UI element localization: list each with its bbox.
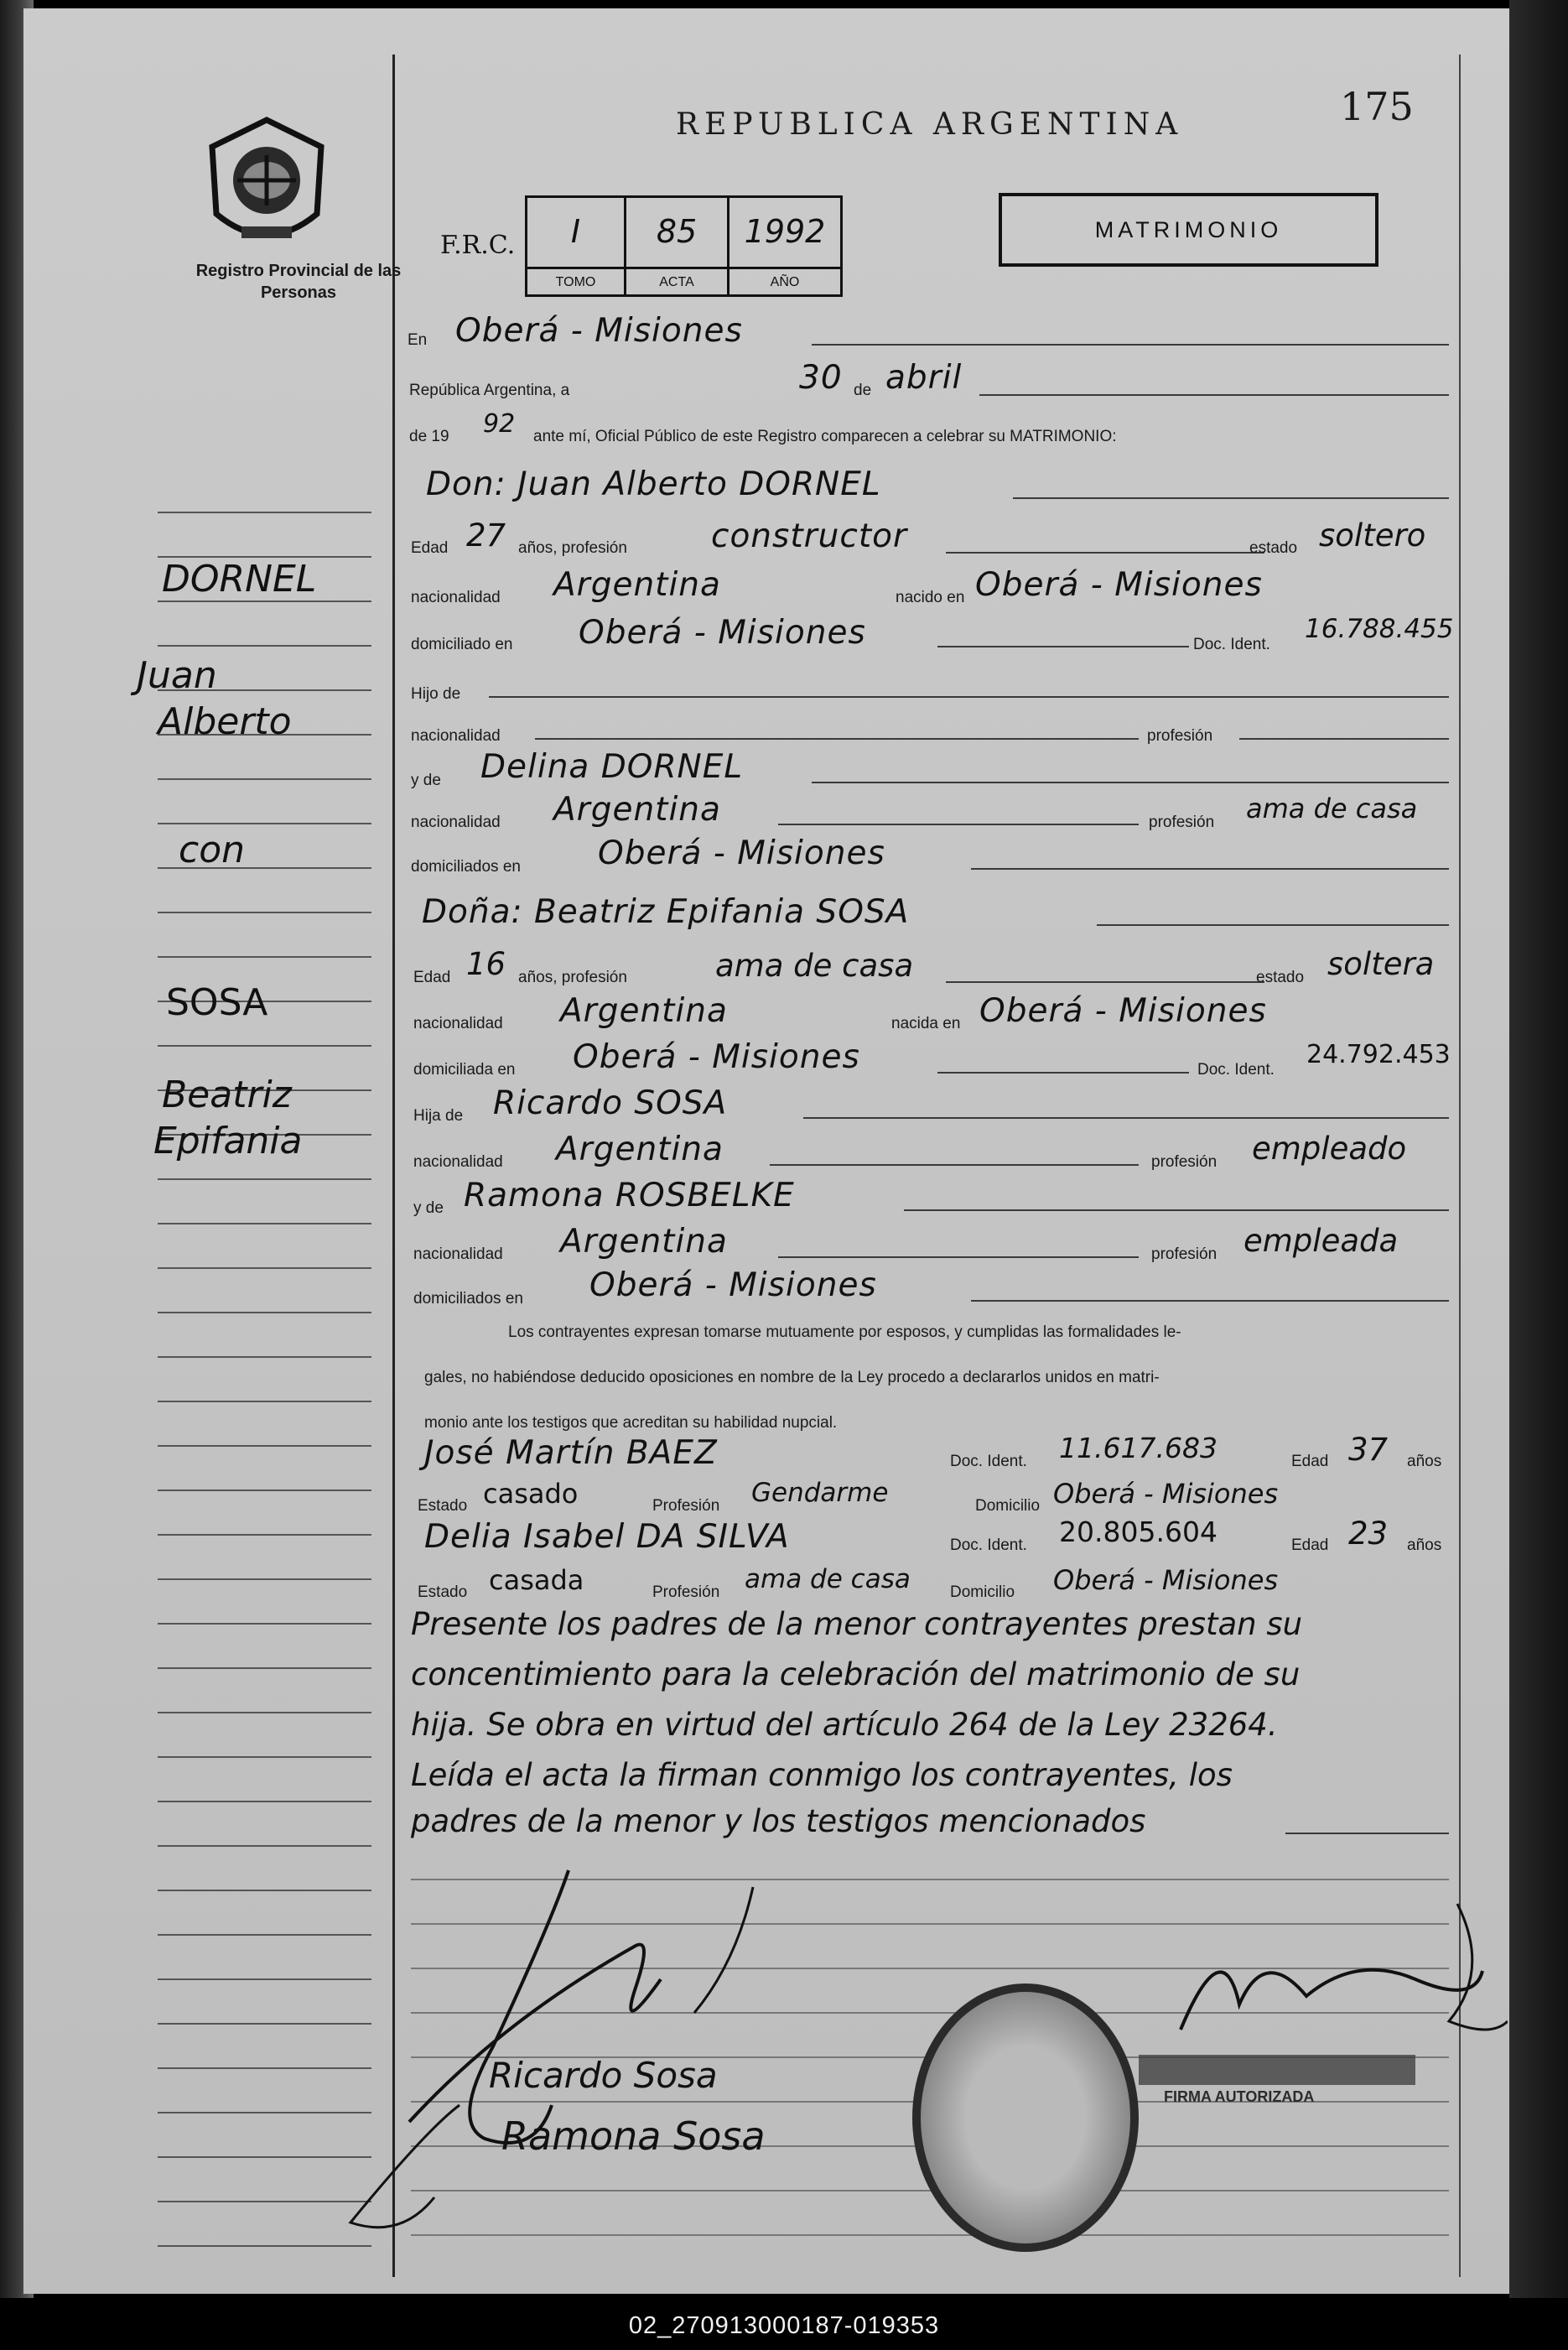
bride-father-nationality: Argentina — [556, 1131, 724, 1168]
frc-label: F.R.C. — [440, 231, 516, 260]
witness2-doc-label: Doc. Ident. — [950, 1536, 1027, 1554]
margin-line — [158, 1667, 371, 1669]
image-caption-bar — [0, 2302, 1568, 2350]
declaration-line-2: gales, no habiéndose deducido oposiciones en nombre de la Ley procedo a declararlos unidos en matri- — [424, 1369, 1160, 1386]
witness2-domicilio-label: Domicilio — [950, 1583, 1015, 1601]
year-suffix: 92 — [483, 409, 516, 439]
margin-line — [158, 1623, 371, 1625]
groom-mother-nac-label: nacionalidad — [411, 814, 501, 831]
bride-nacida-label: nacida en — [891, 1015, 961, 1032]
witness1-doc: 11.617.683 — [1059, 1432, 1218, 1464]
groom-mother-profession: ama de casa — [1246, 793, 1418, 824]
margin-given-1a: Juan — [137, 654, 217, 697]
bride-mother-profession: empleada — [1243, 1223, 1399, 1259]
bride-edad-label: Edad — [413, 969, 451, 986]
date-day: 30 — [799, 359, 843, 397]
margin-line — [158, 956, 371, 958]
margin-line — [158, 1490, 371, 1491]
ano-label: AÑO — [729, 267, 840, 297]
margin-line — [158, 600, 371, 602]
bride-hija-label: Hija de — [413, 1107, 464, 1125]
bride-parents-dom-label: domiciliados en — [413, 1290, 523, 1308]
groom-age: 27 — [466, 517, 506, 554]
groom-mother-nationality: Argentina — [553, 791, 721, 829]
groom-doc: 16.788.455 — [1305, 614, 1454, 644]
declaration-line-3: monio ante los testigos que acreditan su habilidad nupcial. — [424, 1414, 838, 1432]
ano-value: 1992 — [744, 213, 826, 250]
groom-hijo-label: Hijo de — [411, 685, 461, 703]
note-line-3: hija. Se obra en virtud del artículo 264 de la Ley 23264. — [411, 1707, 1278, 1743]
witness1-anos-label: años — [1407, 1453, 1442, 1470]
margin-line — [158, 1578, 371, 1580]
groom-profesion-label: años, profesión — [518, 539, 627, 557]
witness2-edad-label: Edad — [1291, 1536, 1329, 1554]
witness1-profesion-label: Profesión — [652, 1497, 720, 1515]
witness2-profesion-label: Profesión — [652, 1583, 720, 1601]
note-line-2: concentimiento para la celebración del matrimonio de su — [411, 1656, 1301, 1692]
image-caption: 02_270913000187-019353 — [628, 2312, 940, 2339]
country-title: REPUBLICA ARGENTINA — [676, 107, 1184, 142]
groom-mother-prof-label: profesión — [1149, 814, 1215, 831]
bride-mother-nac-label: nacionalidad — [413, 1245, 503, 1263]
margin-given-2b: Epifania — [153, 1120, 303, 1162]
official-seal-stamp — [912, 1983, 1139, 2252]
margin-line — [158, 1312, 371, 1313]
witness1-domicile: Oberá - Misiones — [1053, 1478, 1279, 1510]
margin-line — [158, 1756, 371, 1758]
margin-connector: con — [179, 829, 245, 871]
groom-father-nac-label: nacionalidad — [411, 727, 501, 745]
bride-age: 16 — [466, 946, 506, 982]
margin-line — [158, 1445, 371, 1447]
groom-parents-domicile: Oberá - Misiones — [598, 834, 885, 872]
witness1-status: casado — [483, 1478, 579, 1510]
bride-dom-label: domiciliada en — [413, 1061, 516, 1079]
groom-nationality: Argentina — [553, 566, 721, 604]
groom-civil-status: soltero — [1319, 517, 1426, 554]
bride-doc: 24.792.453 — [1306, 1040, 1451, 1069]
acta-label: ACTA — [626, 267, 727, 297]
note-line-4: Leída el acta la firman conmigo los contrayentes, los — [411, 1757, 1233, 1793]
margin-surname-2: SOSA — [166, 981, 268, 1024]
bride-mother-prof-label: profesión — [1151, 1245, 1218, 1263]
margin-line — [158, 645, 371, 647]
witness1-doc-label: Doc. Ident. — [950, 1453, 1027, 1470]
groom-dom-label: domiciliado en — [411, 636, 513, 653]
margin-line — [158, 1712, 371, 1713]
groom-profession: constructor — [711, 517, 908, 555]
witness1-estado-label: Estado — [418, 1497, 468, 1515]
bride-father-nac-label: nacionalidad — [413, 1153, 503, 1171]
groom-estado-label: estado — [1249, 539, 1298, 557]
groom-yde-label: y de — [411, 772, 441, 789]
witness2-status: casada — [489, 1564, 584, 1596]
officer-name-stamp — [1139, 2055, 1415, 2085]
groom-father-prof-label: profesión — [1147, 727, 1213, 745]
tomo-acta-ano-table — [525, 195, 843, 297]
bride-nac-label: nacionalidad — [413, 1015, 503, 1032]
groom-parents-dom-label: domiciliados en — [411, 858, 521, 876]
witness2-estado-label: Estado — [418, 1583, 468, 1601]
margin-line — [158, 823, 371, 824]
bride-parents-domicile: Oberá - Misiones — [589, 1266, 877, 1304]
bride-civil-status: soltera — [1327, 946, 1435, 982]
book-edge — [1509, 0, 1568, 2298]
groom-birthplace: Oberá - Misiones — [975, 566, 1263, 604]
margin-given-2a: Beatriz — [162, 1074, 292, 1116]
groom-doc-label: Doc. Ident. — [1193, 636, 1270, 653]
register-page — [23, 8, 1524, 2294]
place-city: Oberá - Misiones — [455, 312, 743, 350]
witness2-domicile: Oberá - Misiones — [1053, 1564, 1279, 1596]
tomo-value: I — [570, 213, 581, 250]
witness2-name: Delia Isabel DA SILVA — [424, 1518, 790, 1556]
witness1-profession: Gendarme — [751, 1478, 889, 1508]
witness1-name: José Martín BAEZ — [424, 1434, 718, 1472]
margin-given-1b: Alberto — [158, 700, 292, 743]
witness2-profession: ama de casa — [745, 1564, 911, 1594]
witness2-age: 23 — [1348, 1516, 1389, 1552]
note-line-1: Presente los padres de la menor contrayentes prestan su — [411, 1606, 1303, 1642]
bride-yde-label: y de — [413, 1199, 444, 1217]
witness1-age: 37 — [1348, 1432, 1389, 1468]
coat-of-arms-icon — [204, 113, 330, 256]
bride-profession: ama de casa — [715, 948, 914, 984]
margin-line — [158, 1045, 371, 1047]
bride-mother-name: Ramona ROSBELKE — [464, 1177, 795, 1214]
bride-domicile: Oberá - Misiones — [573, 1038, 860, 1076]
margin-line — [158, 912, 371, 913]
margin-line — [158, 512, 371, 513]
year-prefix: de 19 — [409, 428, 449, 445]
firma-autorizada-stamp: FIRMA AUTORIZADA — [1164, 2088, 1315, 2105]
en-label: En — [408, 331, 428, 349]
bride-father-profession: empleado — [1252, 1131, 1407, 1167]
groom-name: Don: Juan Alberto DORNEL — [426, 465, 881, 503]
margin-line — [158, 1534, 371, 1536]
bride-father-prof-label: profesión — [1151, 1153, 1218, 1171]
witness2-doc: 20.805.604 — [1059, 1516, 1218, 1548]
ante-text: ante mí, Oficial Público de este Registro comparecen a celebrar su MATRIMONIO: — [533, 428, 1117, 445]
signature-ramona: Ramona Sosa — [501, 2113, 766, 2159]
bride-estado-label: estado — [1256, 969, 1305, 986]
groom-edad-label: Edad — [411, 539, 449, 557]
groom-domicile: Oberá - Misiones — [579, 614, 866, 652]
bride-name: Doña: Beatriz Epifania SOSA — [422, 893, 910, 931]
tomo-label: TOMO — [527, 267, 624, 297]
margin-line — [158, 1401, 371, 1402]
margin-line — [158, 1801, 371, 1802]
acta-value: 85 — [656, 213, 698, 250]
bride-father-name: Ricardo SOSA — [493, 1084, 728, 1122]
groom-mother-name: Delina DORNEL — [480, 748, 744, 786]
acta-cell — [626, 198, 729, 294]
witness2-anos-label: años — [1407, 1536, 1442, 1554]
bride-profesion-label: años, profesión — [518, 969, 627, 986]
registry-name: Registro Provincial de las Personas — [195, 262, 402, 302]
record-type-box: MATRIMONIO — [999, 193, 1378, 267]
de-label: de — [854, 382, 872, 399]
margin-surname-1: DORNEL — [162, 558, 317, 600]
bride-doc-label: Doc. Ident. — [1197, 1061, 1275, 1079]
margin-line — [158, 778, 371, 780]
note-line-5: padres de la menor y los testigos mencionados — [411, 1803, 1146, 1839]
date-month: abril — [885, 359, 963, 397]
bride-mother-nationality: Argentina — [560, 1223, 728, 1261]
republic-label: República Argentina, a — [409, 382, 570, 399]
margin-line — [158, 1223, 371, 1224]
bride-birthplace: Oberá - Misiones — [979, 992, 1267, 1030]
margin-line — [158, 1356, 371, 1358]
witness1-edad-label: Edad — [1291, 1453, 1329, 1470]
bride-nationality: Argentina — [560, 992, 728, 1030]
tomo-cell — [527, 198, 626, 294]
groom-nac-label: nacionalidad — [411, 589, 501, 606]
witness1-domicilio-label: Domicilio — [975, 1497, 1041, 1515]
declaration-line-1: Los contrayentes expresan tomarse mutuamente por esposos, y cumplidas las formalidades le- — [508, 1323, 1181, 1341]
groom-nacido-label: nacido en — [896, 589, 965, 606]
page-number: 175 — [1340, 84, 1414, 129]
margin-line — [158, 1845, 371, 1847]
signature-ricardo: Ricardo Sosa — [489, 2055, 718, 2096]
margin-line — [158, 1178, 371, 1180]
ano-cell — [729, 198, 840, 294]
margin-line — [158, 1267, 371, 1269]
